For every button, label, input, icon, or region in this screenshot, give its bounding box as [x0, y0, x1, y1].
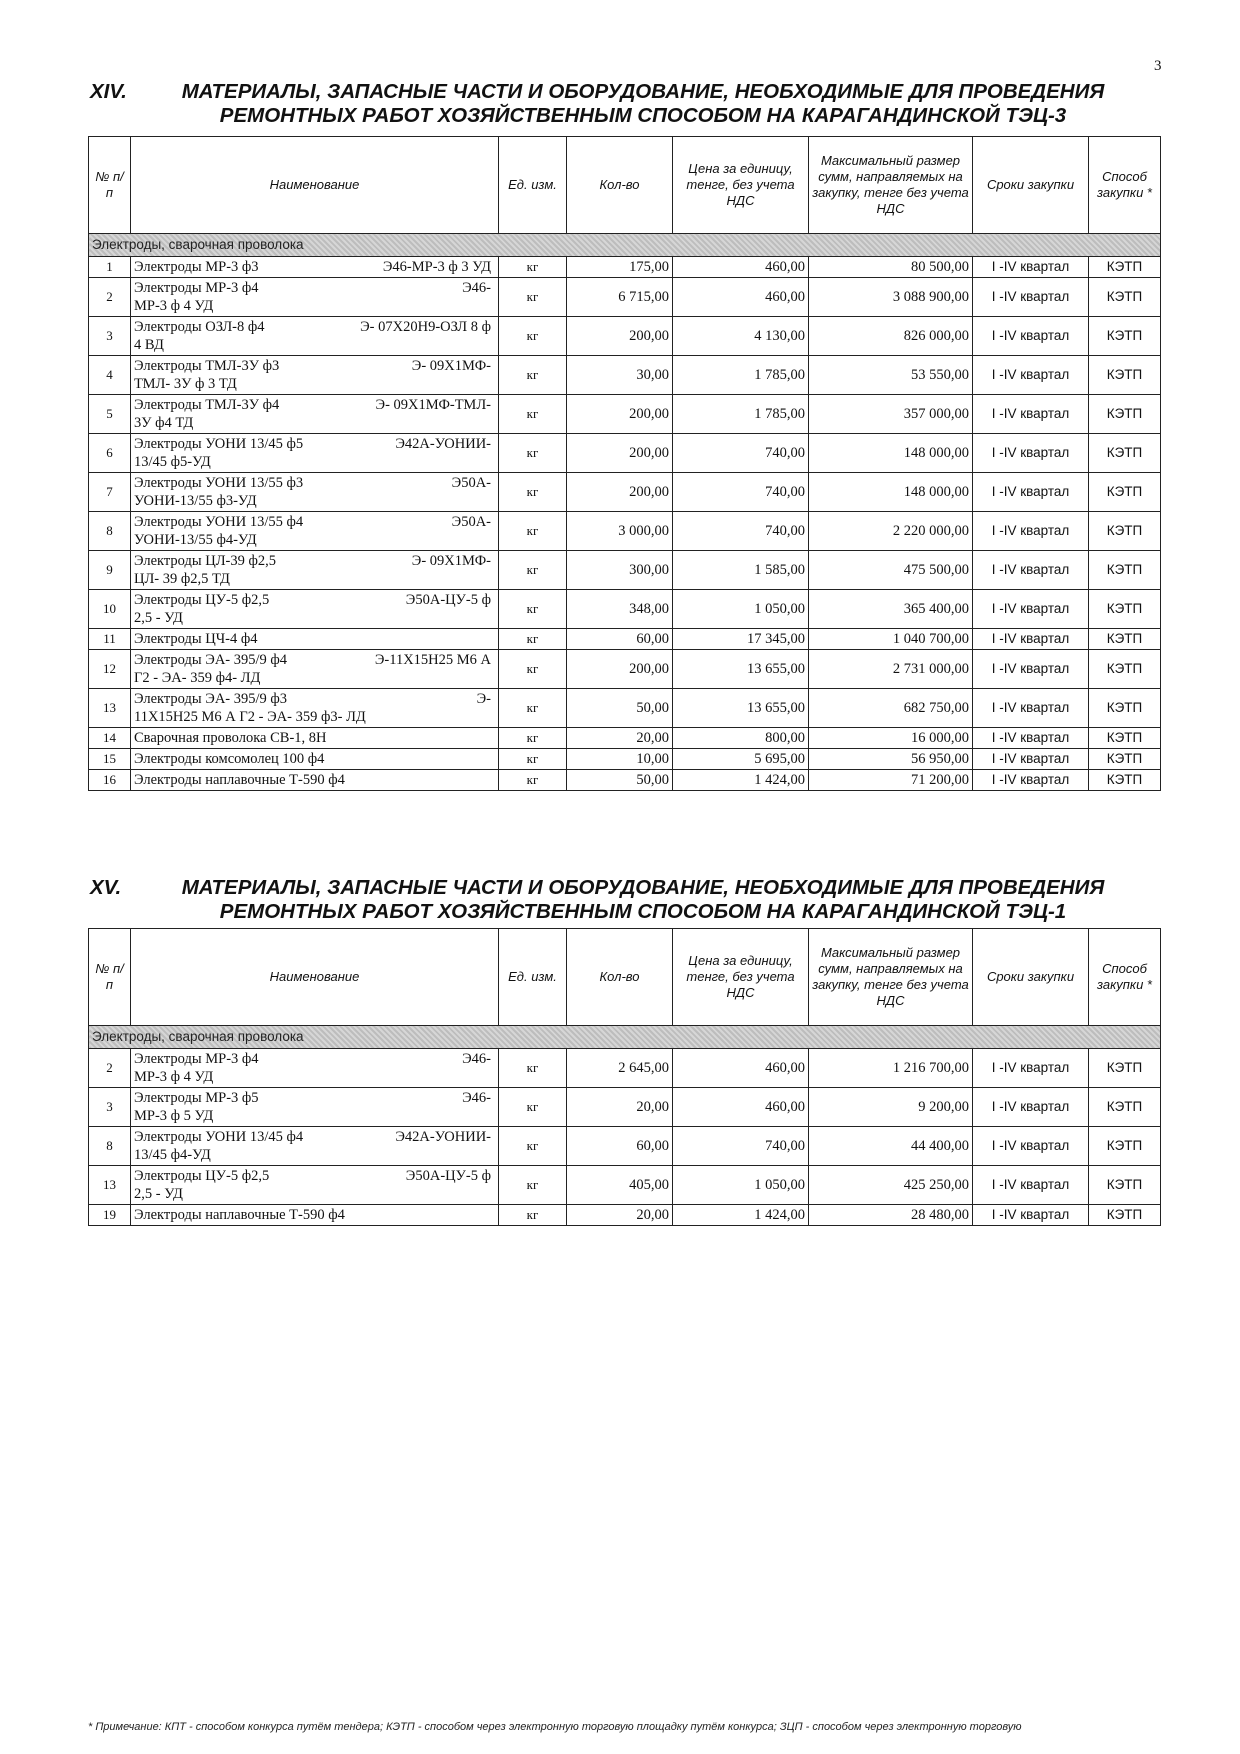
procurement-method: КЭТП [1089, 434, 1161, 473]
item-code: Э- 09Х1МФ- [411, 553, 491, 569]
table-row [89, 629, 1161, 650]
procurement-term: I -IV квартал [973, 512, 1089, 551]
item-name: Электроды ЭА- 395/9 ф3 [134, 691, 288, 707]
item-name: Электроды наплавочные Т-590 ф4 [134, 772, 345, 788]
col-header-price: Цена за единицу, тенге, без учета НДС [673, 929, 809, 1026]
unit: кг [499, 689, 567, 728]
unit-price: 4 130,00 [673, 317, 809, 356]
row-number: 2 [89, 1049, 131, 1088]
group-row [89, 1026, 1161, 1049]
procurement-method: КЭТП [1089, 590, 1161, 629]
table-row [89, 1127, 1161, 1166]
procurement-method: КЭТП [1089, 356, 1161, 395]
table-row [89, 395, 1161, 434]
max-sum: 2 731 000,00 [809, 650, 973, 689]
col-header-price: Цена за единицу, тенге, без учета НДС [673, 137, 809, 234]
procurement-method: КЭТП [1089, 770, 1161, 791]
quantity: 175,00 [567, 257, 673, 278]
unit-price: 1 424,00 [673, 770, 809, 791]
item-name-continued: ЦЛ- 39 ф2,5 ТД [134, 571, 230, 587]
quantity: 200,00 [567, 650, 673, 689]
max-sum: 3 088 900,00 [809, 278, 973, 317]
item-name-continued: УОНИ-13/55 ф3-УД [134, 493, 257, 509]
item-name: Электроды МР-3 ф4 [134, 1051, 259, 1067]
unit: кг [499, 473, 567, 512]
max-sum: 148 000,00 [809, 473, 973, 512]
item-name-cell [131, 1088, 499, 1127]
quantity: 405,00 [567, 1166, 673, 1205]
item-name-cell [131, 1166, 499, 1205]
item-code: Э- 09Х1МФ-ТМЛ- [375, 397, 491, 413]
row-number: 11 [89, 629, 131, 650]
section-number: XIV. [90, 80, 127, 103]
unit-price: 5 695,00 [673, 749, 809, 770]
table-row [89, 473, 1161, 512]
unit-price: 17 345,00 [673, 629, 809, 650]
item-name-cell [131, 590, 499, 629]
item-name: Электроды комсомолец 100 ф4 [134, 751, 325, 767]
row-number: 8 [89, 1127, 131, 1166]
unit: кг [499, 1205, 567, 1226]
unit: кг [499, 395, 567, 434]
unit: кг [499, 512, 567, 551]
unit: кг [499, 590, 567, 629]
row-number: 4 [89, 356, 131, 395]
unit: кг [499, 728, 567, 749]
table-row [89, 1049, 1161, 1088]
table-row [89, 728, 1161, 749]
max-sum: 357 000,00 [809, 395, 973, 434]
unit: кг [499, 770, 567, 791]
col-header-unit: Ед. изм. [499, 929, 567, 1026]
item-name: Электроды наплавочные Т-590 ф4 [134, 1207, 345, 1223]
item-code: Э- 09Х1МФ- [411, 358, 491, 374]
procurement-method: КЭТП [1089, 317, 1161, 356]
unit-price: 460,00 [673, 1049, 809, 1088]
table-row [89, 356, 1161, 395]
max-sum: 682 750,00 [809, 689, 973, 728]
procurement-term: I -IV квартал [973, 1088, 1089, 1127]
item-name-continued: ТМЛ- 3У ф 3 ТД [134, 376, 237, 392]
unit-price: 13 655,00 [673, 689, 809, 728]
item-name-cell [131, 317, 499, 356]
max-sum: 148 000,00 [809, 434, 973, 473]
row-number: 1 [89, 257, 131, 278]
item-name-cell [131, 1205, 499, 1226]
table-row [89, 749, 1161, 770]
item-name-cell [131, 770, 499, 791]
item-name-cell [131, 551, 499, 590]
col-header-no: № п/п [89, 929, 131, 1026]
item-name: Электроды ЦУ-5 ф2,5 [134, 1168, 270, 1184]
unit-price: 1 050,00 [673, 1166, 809, 1205]
row-number: 19 [89, 1205, 131, 1226]
col-header-term: Сроки закупки [973, 137, 1089, 234]
procurement-term: I -IV квартал [973, 770, 1089, 791]
table-row [89, 317, 1161, 356]
procurement-term: I -IV квартал [973, 257, 1089, 278]
col-header-max-sum: Максимальный размер сумм, направляемых на закупку, тенге без учета НДС [809, 137, 973, 234]
unit: кг [499, 356, 567, 395]
section-title-line2: РЕМОНТНЫХ РАБОТ ХОЗЯЙСТВЕННЫМ СПОСОБОМ НА КАРАГАНДИНСКОЙ ТЭЦ-1 [219, 900, 1067, 923]
item-name: Электроды ЭА- 395/9 ф4 [134, 652, 288, 668]
table-row [89, 257, 1161, 278]
item-name: Электроды ЦЧ-4 ф4 [134, 631, 258, 647]
procurement-term: I -IV квартал [973, 728, 1089, 749]
unit-price: 1 050,00 [673, 590, 809, 629]
max-sum: 2 220 000,00 [809, 512, 973, 551]
max-sum: 16 000,00 [809, 728, 973, 749]
max-sum: 826 000,00 [809, 317, 973, 356]
procurement-term: I -IV квартал [973, 590, 1089, 629]
item-name-continued: 4 ВД [134, 337, 164, 353]
row-number: 3 [89, 317, 131, 356]
quantity: 200,00 [567, 317, 673, 356]
procurement-term: I -IV квартал [973, 473, 1089, 512]
section-title-tec1 [88, 876, 1158, 924]
unit-price: 13 655,00 [673, 650, 809, 689]
max-sum: 56 950,00 [809, 749, 973, 770]
procurement-method: КЭТП [1089, 1088, 1161, 1127]
col-header-name: Наименование [131, 929, 499, 1026]
procurement-method: КЭТП [1089, 551, 1161, 590]
unit: кг [499, 650, 567, 689]
unit-price: 740,00 [673, 434, 809, 473]
unit-price: 1 785,00 [673, 395, 809, 434]
unit: кг [499, 1127, 567, 1166]
table-row [89, 770, 1161, 791]
unit: кг [499, 434, 567, 473]
procurement-method: КЭТП [1089, 749, 1161, 770]
quantity: 2 645,00 [567, 1049, 673, 1088]
item-name: Электроды ЦЛ-39 ф2,5 [134, 553, 277, 569]
unit-price: 460,00 [673, 1088, 809, 1127]
item-name-continued: МР-3 ф 5 УД [134, 1108, 214, 1124]
unit: кг [499, 1166, 567, 1205]
item-name-continued: 11Х15Н25 М6 А Г2 - ЭА- 359 ф3- ЛД [134, 709, 366, 725]
procurement-method: КЭТП [1089, 473, 1161, 512]
item-name: Электроды МР-3 ф3 [134, 259, 259, 275]
row-number: 15 [89, 749, 131, 770]
max-sum: 365 400,00 [809, 590, 973, 629]
table-row [89, 1205, 1161, 1226]
item-name-cell [131, 1049, 499, 1088]
procurement-term: I -IV квартал [973, 629, 1089, 650]
max-sum: 1 216 700,00 [809, 1049, 973, 1088]
quantity: 200,00 [567, 395, 673, 434]
procurement-term: I -IV квартал [973, 689, 1089, 728]
item-code: Э50А-ЦУ-5 ф [405, 1168, 491, 1184]
procurement-method: КЭТП [1089, 257, 1161, 278]
item-code: Э- 07Х20Н9-ОЗЛ 8 ф [360, 319, 491, 335]
item-name-continued: 2,5 - УД [134, 1186, 183, 1202]
quantity: 60,00 [567, 1127, 673, 1166]
item-code: Э46- [462, 1051, 491, 1067]
item-code: Э42А-УОНИИ- [395, 1129, 491, 1145]
table-row [89, 512, 1161, 551]
item-code: Э46-МР-3 ф 3 УД [382, 259, 491, 275]
procurement-term: I -IV квартал [973, 317, 1089, 356]
unit-price: 740,00 [673, 512, 809, 551]
unit: кг [499, 317, 567, 356]
item-name: Электроды ЦУ-5 ф2,5 [134, 592, 270, 608]
item-name-continued: МР-3 ф 4 УД [134, 1069, 214, 1085]
col-header-qty: Кол-во [567, 137, 673, 234]
procurement-method: КЭТП [1089, 629, 1161, 650]
procurement-method: КЭТП [1089, 512, 1161, 551]
procurement-term: I -IV квартал [973, 1205, 1089, 1226]
item-code: Э42А-УОНИИ- [395, 436, 491, 452]
item-code: Э50А-ЦУ-5 ф [405, 592, 491, 608]
unit-price: 740,00 [673, 1127, 809, 1166]
section-title-line1: МАТЕРИАЛЫ, ЗАПАСНЫЕ ЧАСТИ И ОБОРУДОВАНИЕ, НЕОБХОДИМЫЕ ДЛЯ ПРОВЕДЕНИЯ [181, 876, 1105, 899]
procurement-method: КЭТП [1089, 1049, 1161, 1088]
max-sum: 44 400,00 [809, 1127, 973, 1166]
row-number: 8 [89, 512, 131, 551]
max-sum: 475 500,00 [809, 551, 973, 590]
group-label: Электроды, сварочная проволока [89, 1026, 1161, 1049]
quantity: 50,00 [567, 770, 673, 791]
item-name-continued: МР-3 ф 4 УД [134, 298, 214, 314]
table-row [89, 590, 1161, 629]
item-name-continued: 3У ф4 ТД [134, 415, 194, 431]
item-name-cell [131, 650, 499, 689]
col-header-method: Способ закупки * [1089, 929, 1161, 1026]
procurement-method: КЭТП [1089, 1166, 1161, 1205]
row-number: 16 [89, 770, 131, 791]
item-code: Э50А- [451, 514, 491, 530]
item-name-cell [131, 278, 499, 317]
procurement-method: КЭТП [1089, 650, 1161, 689]
quantity: 300,00 [567, 551, 673, 590]
max-sum: 1 040 700,00 [809, 629, 973, 650]
item-name-cell [131, 728, 499, 749]
row-number: 12 [89, 650, 131, 689]
item-name-continued: 13/45 ф5-УД [134, 454, 211, 470]
procurement-term: I -IV квартал [973, 749, 1089, 770]
quantity: 20,00 [567, 728, 673, 749]
item-code: Э50А- [451, 475, 491, 491]
table-row [89, 1166, 1161, 1205]
unit: кг [499, 257, 567, 278]
section-title-tec3 [88, 80, 1158, 128]
quantity: 20,00 [567, 1088, 673, 1127]
procurement-method: КЭТП [1089, 728, 1161, 749]
item-name: Электроды УОНИ 13/45 ф5 [134, 436, 304, 452]
unit-price: 460,00 [673, 278, 809, 317]
quantity: 200,00 [567, 434, 673, 473]
item-name: Сварочная проволока СВ-1, 8Н [134, 730, 327, 746]
unit: кг [499, 278, 567, 317]
row-number: 6 [89, 434, 131, 473]
page-number: 3 [1154, 58, 1162, 74]
item-name-cell [131, 629, 499, 650]
item-name: Электроды УОНИ 13/45 ф4 [134, 1129, 304, 1145]
unit-price: 1 424,00 [673, 1205, 809, 1226]
item-name: Электроды УОНИ 13/55 ф4 [134, 514, 304, 530]
item-name-continued: Г2 - ЭА- 359 ф4- ЛД [134, 670, 261, 686]
quantity: 6 715,00 [567, 278, 673, 317]
procurement-term: I -IV квартал [973, 1049, 1089, 1088]
unit: кг [499, 1049, 567, 1088]
unit-price: 1 585,00 [673, 551, 809, 590]
item-code: Э-11Х15Н25 М6 А [374, 652, 491, 668]
item-code: Э- [476, 691, 491, 707]
unit-price: 1 785,00 [673, 356, 809, 395]
section-title-line2: РЕМОНТНЫХ РАБОТ ХОЗЯЙСТВЕННЫМ СПОСОБОМ НА КАРАГАНДИНСКОЙ ТЭЦ-3 [219, 104, 1067, 127]
col-header-method: Способ закупки * [1089, 137, 1161, 234]
quantity: 200,00 [567, 473, 673, 512]
quantity: 348,00 [567, 590, 673, 629]
col-header-no: № п/п [89, 137, 131, 234]
row-number: 14 [89, 728, 131, 749]
item-name-cell [131, 473, 499, 512]
quantity: 10,00 [567, 749, 673, 770]
row-number: 5 [89, 395, 131, 434]
item-name: Электроды ТМЛ-3У ф3 [134, 358, 280, 374]
procurement-term: I -IV квартал [973, 434, 1089, 473]
row-number: 2 [89, 278, 131, 317]
unit-price: 460,00 [673, 257, 809, 278]
item-code: Э46- [462, 1090, 491, 1106]
row-number: 10 [89, 590, 131, 629]
max-sum: 9 200,00 [809, 1088, 973, 1127]
item-name: Электроды УОНИ 13/55 ф3 [134, 475, 304, 491]
table-row [89, 278, 1161, 317]
table-row [89, 551, 1161, 590]
quantity: 50,00 [567, 689, 673, 728]
col-header-unit: Ед. изм. [499, 137, 567, 234]
item-name: Электроды ОЗЛ-8 ф4 [134, 319, 265, 335]
unit: кг [499, 749, 567, 770]
section-number: XV. [90, 876, 122, 899]
item-name-cell [131, 512, 499, 551]
section-title-line1: МАТЕРИАЛЫ, ЗАПАСНЫЕ ЧАСТИ И ОБОРУДОВАНИЕ, НЕОБХОДИМЫЕ ДЛЯ ПРОВЕДЕНИЯ [181, 80, 1105, 103]
table-header-row [89, 137, 1161, 234]
item-name-continued: 2,5 - УД [134, 610, 183, 626]
item-name: Электроды ТМЛ-3У ф4 [134, 397, 280, 413]
procurement-term: I -IV квартал [973, 1127, 1089, 1166]
item-name-cell [131, 257, 499, 278]
row-number: 3 [89, 1088, 131, 1127]
col-header-qty: Кол-во [567, 929, 673, 1026]
table-row [89, 650, 1161, 689]
procurement-term: I -IV квартал [973, 395, 1089, 434]
procurement-method: КЭТП [1089, 1127, 1161, 1166]
quantity: 60,00 [567, 629, 673, 650]
unit-price: 740,00 [673, 473, 809, 512]
procurement-method: КЭТП [1089, 689, 1161, 728]
item-name-cell [131, 749, 499, 770]
col-header-name: Наименование [131, 137, 499, 234]
max-sum: 53 550,00 [809, 356, 973, 395]
row-number: 7 [89, 473, 131, 512]
procurement-term: I -IV квартал [973, 650, 1089, 689]
quantity: 3 000,00 [567, 512, 673, 551]
procurement-method: КЭТП [1089, 278, 1161, 317]
procurement-method: КЭТП [1089, 1205, 1161, 1226]
group-row [89, 234, 1161, 257]
col-header-max-sum: Максимальный размер сумм, направляемых на закупку, тенге без учета НДС [809, 929, 973, 1026]
item-name-continued: 13/45 ф4-УД [134, 1147, 211, 1163]
unit: кг [499, 629, 567, 650]
procurement-table-tec3 [88, 136, 1161, 791]
item-name-cell [131, 395, 499, 434]
col-header-term: Сроки закупки [973, 929, 1089, 1026]
unit-price: 800,00 [673, 728, 809, 749]
table-row [89, 434, 1161, 473]
item-name-cell [131, 689, 499, 728]
group-label: Электроды, сварочная проволока [89, 234, 1161, 257]
max-sum: 80 500,00 [809, 257, 973, 278]
item-name-cell [131, 1127, 499, 1166]
max-sum: 425 250,00 [809, 1166, 973, 1205]
procurement-term: I -IV квартал [973, 551, 1089, 590]
procurement-term: I -IV квартал [973, 278, 1089, 317]
item-code: Э46- [462, 280, 491, 296]
quantity: 20,00 [567, 1205, 673, 1226]
item-name-cell [131, 356, 499, 395]
footnote: * Примечание: КПТ - способом конкурса путём тендера; КЭТП - способом через электронную торговую площадку путём конкурса; ЗЦП - способом через электронную торговую [88, 1721, 1022, 1733]
table-row [89, 1088, 1161, 1127]
row-number: 9 [89, 551, 131, 590]
quantity: 30,00 [567, 356, 673, 395]
row-number: 13 [89, 689, 131, 728]
procurement-term: I -IV квартал [973, 356, 1089, 395]
procurement-table-tec1 [88, 928, 1161, 1226]
procurement-term: I -IV квартал [973, 1166, 1089, 1205]
item-name-cell [131, 434, 499, 473]
item-name-continued: УОНИ-13/55 ф4-УД [134, 532, 257, 548]
row-number: 13 [89, 1166, 131, 1205]
unit: кг [499, 551, 567, 590]
table-header-row [89, 929, 1161, 1026]
procurement-method: КЭТП [1089, 395, 1161, 434]
item-name: Электроды МР-3 ф5 [134, 1090, 259, 1106]
unit: кг [499, 1088, 567, 1127]
max-sum: 71 200,00 [809, 770, 973, 791]
max-sum: 28 480,00 [809, 1205, 973, 1226]
table-row [89, 689, 1161, 728]
item-name: Электроды МР-3 ф4 [134, 280, 259, 296]
